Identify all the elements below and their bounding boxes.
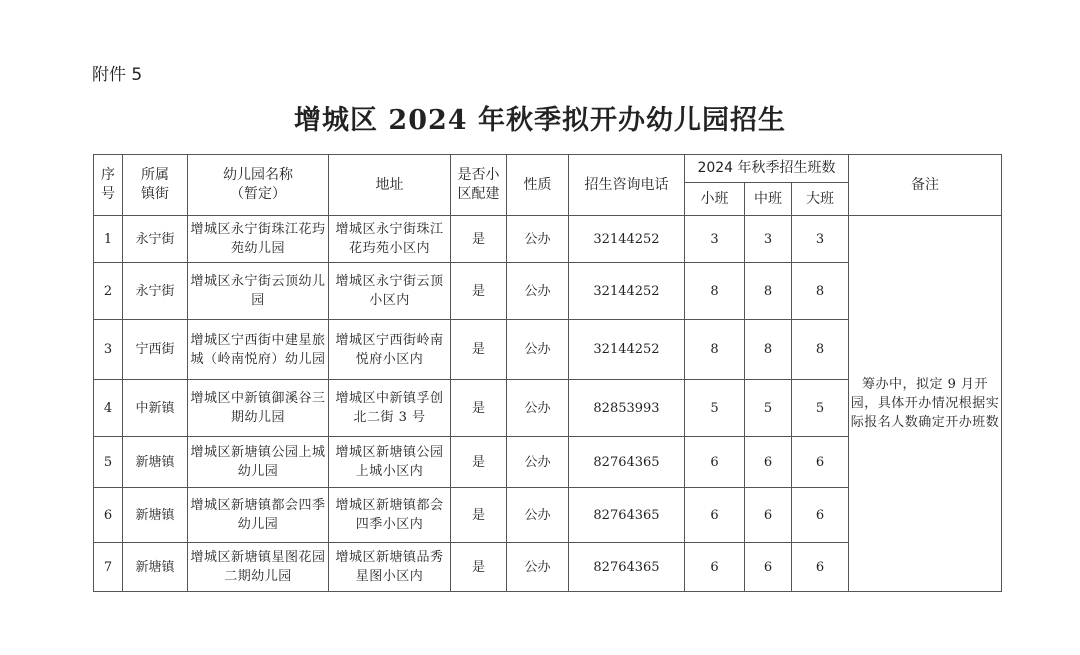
cell-nature: 公办 <box>507 320 569 380</box>
cell-nature: 公办 <box>507 263 569 320</box>
header-town: 所属镇街 <box>123 155 188 216</box>
cell-seq: 2 <box>94 263 123 320</box>
cell-seq: 4 <box>94 380 123 437</box>
cell-middle: 6 <box>745 488 792 543</box>
cell-small: 6 <box>685 488 745 543</box>
cell-phone: 82853993 <box>569 380 685 437</box>
cell-community: 是 <box>451 488 507 543</box>
cell-remark: 筹办中，拟定 9 月开园，具体开办情况根据实际报名人数确定开办班数 <box>849 216 1002 592</box>
cell-large: 5 <box>792 380 849 437</box>
cell-address: 增城区永宁街云顶小区内 <box>329 263 451 320</box>
cell-town: 永宁街 <box>123 216 188 263</box>
cell-nature: 公办 <box>507 488 569 543</box>
cell-nature: 公办 <box>507 216 569 263</box>
cell-address: 增城区新塘镇都会四季小区内 <box>329 488 451 543</box>
cell-name: 增城区新塘镇星图花园二期幼儿园 <box>188 543 329 592</box>
cell-address: 增城区新塘镇品秀星图小区内 <box>329 543 451 592</box>
cell-name: 增城区新塘镇公园上城幼儿园 <box>188 437 329 488</box>
cell-town: 宁西街 <box>123 320 188 380</box>
header-remark: 备注 <box>849 155 1002 216</box>
header-community: 是否小区配建 <box>451 155 507 216</box>
cell-seq: 1 <box>94 216 123 263</box>
cell-middle: 8 <box>745 320 792 380</box>
cell-middle: 8 <box>745 263 792 320</box>
cell-large: 6 <box>792 543 849 592</box>
cell-town: 新塘镇 <box>123 488 188 543</box>
cell-town: 永宁街 <box>123 263 188 320</box>
attachment-label: 附件 5 <box>92 65 143 85</box>
cell-seq: 3 <box>94 320 123 380</box>
cell-community: 是 <box>451 320 507 380</box>
cell-phone: 82764365 <box>569 488 685 543</box>
cell-name: 增城区中新镇御溪谷三期幼儿园 <box>188 380 329 437</box>
header-large: 大班 <box>792 183 849 216</box>
cell-name: 增城区永宁街珠江花玙苑幼儿园 <box>188 216 329 263</box>
cell-small: 8 <box>685 263 745 320</box>
cell-name: 增城区宁西街中建星旅城（岭南悦府）幼儿园 <box>188 320 329 380</box>
cell-phone: 32144252 <box>569 216 685 263</box>
header-phone: 招生咨询电话 <box>569 155 685 216</box>
cell-phone: 32144252 <box>569 263 685 320</box>
cell-address: 增城区新塘镇公园上城小区内 <box>329 437 451 488</box>
cell-seq: 7 <box>94 543 123 592</box>
cell-community: 是 <box>451 437 507 488</box>
cell-large: 3 <box>792 216 849 263</box>
cell-name: 增城区新塘镇都会四季幼儿园 <box>188 488 329 543</box>
cell-nature: 公办 <box>507 380 569 437</box>
header-name: 幼儿园名称（暂定） <box>188 155 329 216</box>
cell-small: 8 <box>685 320 745 380</box>
cell-large: 6 <box>792 488 849 543</box>
cell-phone: 32144252 <box>569 320 685 380</box>
cell-small: 6 <box>685 543 745 592</box>
cell-nature: 公办 <box>507 543 569 592</box>
header-seq: 序号 <box>94 155 123 216</box>
page-title: 增城区 2024 年秋季拟开办幼儿园招生 <box>294 105 786 136</box>
cell-name: 增城区永宁街云顶幼儿园 <box>188 263 329 320</box>
cell-town: 中新镇 <box>123 380 188 437</box>
cell-community: 是 <box>451 263 507 320</box>
cell-small: 3 <box>685 216 745 263</box>
cell-small: 6 <box>685 437 745 488</box>
header-small: 小班 <box>685 183 745 216</box>
header-nature: 性质 <box>507 155 569 216</box>
cell-phone: 82764365 <box>569 437 685 488</box>
cell-town: 新塘镇 <box>123 543 188 592</box>
cell-community: 是 <box>451 543 507 592</box>
cell-community: 是 <box>451 380 507 437</box>
table-row <box>94 216 1002 263</box>
cell-phone: 82764365 <box>569 543 685 592</box>
cell-town: 新塘镇 <box>123 437 188 488</box>
enrollment-table <box>93 154 1002 592</box>
cell-nature: 公办 <box>507 437 569 488</box>
header-middle: 中班 <box>745 183 792 216</box>
cell-large: 6 <box>792 437 849 488</box>
cell-middle: 6 <box>745 437 792 488</box>
cell-address: 增城区永宁街珠江花玙苑小区内 <box>329 216 451 263</box>
cell-middle: 3 <box>745 216 792 263</box>
header-classes-group: 2024 年秋季招生班数 <box>685 155 849 183</box>
cell-small: 5 <box>685 380 745 437</box>
cell-seq: 5 <box>94 437 123 488</box>
cell-address: 增城区宁西街岭南悦府小区内 <box>329 320 451 380</box>
cell-address: 增城区中新镇孚创北二街 3 号 <box>329 380 451 437</box>
header-address: 地址 <box>329 155 451 216</box>
cell-middle: 6 <box>745 543 792 592</box>
cell-large: 8 <box>792 263 849 320</box>
cell-seq: 6 <box>94 488 123 543</box>
cell-community: 是 <box>451 216 507 263</box>
cell-large: 8 <box>792 320 849 380</box>
cell-middle: 5 <box>745 380 792 437</box>
